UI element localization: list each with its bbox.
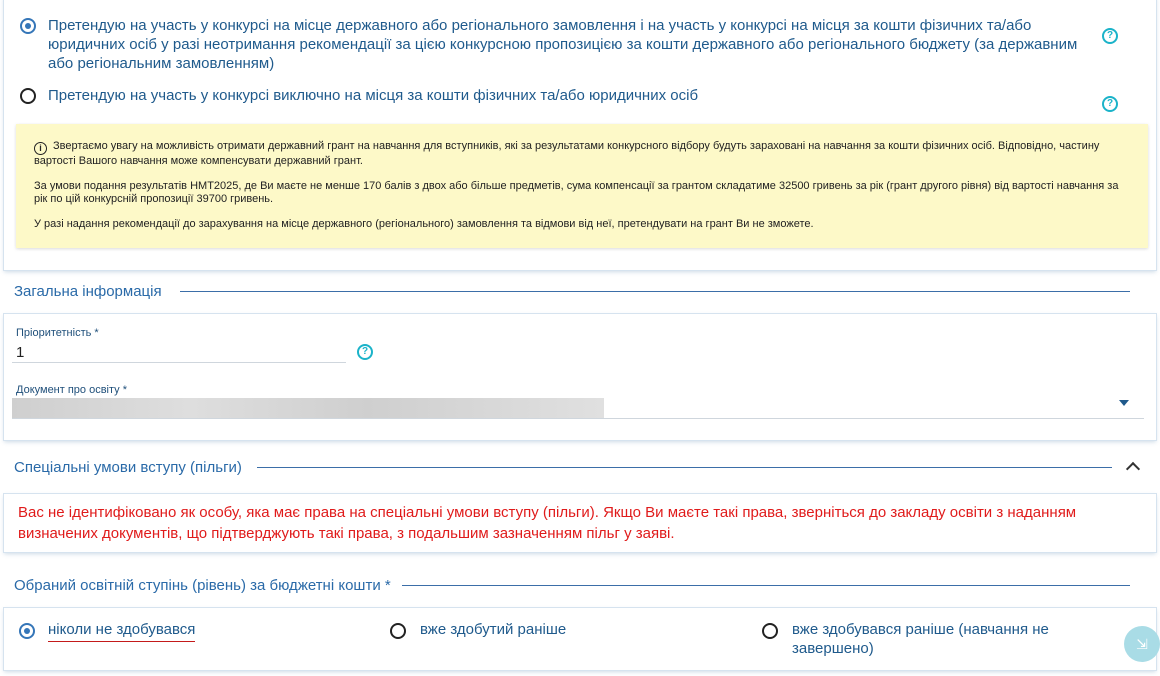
grant-notice — [16, 124, 1148, 248]
degree-obtained-label[interactable]: вже здобутий раніше — [420, 621, 567, 638]
degree-options-card — [4, 608, 1156, 670]
question-circle-icon[interactable]: ? — [1102, 96, 1118, 112]
general-info-card — [4, 314, 1156, 440]
degree-never-underline — [48, 641, 195, 642]
question-circle-icon[interactable]: ? — [357, 344, 373, 360]
degree-incomplete-label[interactable]: вже здобувався раніше (навчання не завершено) — [792, 621, 1049, 657]
degree-never-radio[interactable] — [19, 623, 35, 639]
question-circle-icon[interactable]: ? — [1102, 28, 1118, 44]
document-label: Документ про освіту * — [16, 384, 128, 396]
special-alert-card — [4, 494, 1156, 552]
collapse-icon[interactable]: ⇲ — [1124, 626, 1160, 662]
document-select-value[interactable] — [12, 398, 604, 418]
section-divider — [180, 291, 1130, 292]
option-private-label[interactable]: Претендую на участь у конкурсі виключно на місця за кошти фізичних та/або юридичних осіб — [48, 87, 699, 104]
degree-section-title: Обраний освітній ступінь (рівень) за бюджетні кошти * — [14, 577, 391, 594]
caret-down-icon[interactable] — [1119, 400, 1129, 406]
priority-label: Пріоритетність * — [16, 327, 99, 339]
degree-never-label[interactable]: ніколи не здобувався — [48, 621, 196, 638]
chevron-up-icon[interactable] — [1126, 462, 1140, 476]
special-section-title: Спеціальні умови вступу (пільги) — [14, 459, 242, 476]
option-state-radio[interactable] — [20, 18, 36, 34]
priority-input[interactable]: 1 — [16, 344, 25, 361]
option-private-radio[interactable] — [20, 88, 36, 104]
special-alert-text: Вас не ідентифіковано як особу, яка має права на спеціальні умови вступу (пільги). Якщо Ви маєте такі права, зверніться до закладу освіти з наданням визначених документів, що підтверджують такі права, з подальшим зазначенням пільг у заяві. — [18, 504, 1077, 542]
notice-paragraph-1 — [34, 140, 1134, 168]
priority-underline — [12, 362, 346, 363]
info-circle-icon: i — [34, 142, 47, 155]
option-state-label[interactable]: Претендую на участь у конкурсі на місце державного або регіонального замовлення і на участь у конкурсі на місця за кошти фізичних та/або юридичних осіб у разі неотримання рекомендації за цією конкурсною пропозицією за кошти державного або регіонального бюджету (за державним або регіональним замовленням) — [48, 17, 1078, 72]
notice-paragraph-3: У разі надання рекомендації до зарахування на місце державного (регіонального) замовлення та відмови від неї, претендувати на грант Ви не зможете. — [34, 218, 814, 230]
general-section-title: Загальна інформація — [14, 283, 162, 300]
funding-options-card — [4, 0, 1156, 270]
section-divider — [257, 467, 1112, 468]
notice-paragraph-2: За умови подання результатів НМТ2025, де Ви маєте не менше 170 балів з двох або більше предметів, сума компенсації за грантом складатиме 32500 гривень за рік (грант другого рівня) від вартості навчання за рік по цій конкурсній пропозиції 39700 гривень. — [34, 180, 1119, 205]
degree-obtained-radio[interactable] — [390, 623, 406, 639]
degree-incomplete-radio[interactable] — [762, 623, 778, 639]
notice-text-1: Звертаємо увагу на можливість отримати державний грант на навчання для вступників, які за результатами конкурсного відбору будуть зараховані на навчання за кошти фізичних осіб. Відповідно, частину вартості Вашого навчання може компенсувати державний грант. — [34, 140, 1100, 167]
document-underline — [12, 418, 1144, 419]
section-divider — [402, 585, 1130, 586]
